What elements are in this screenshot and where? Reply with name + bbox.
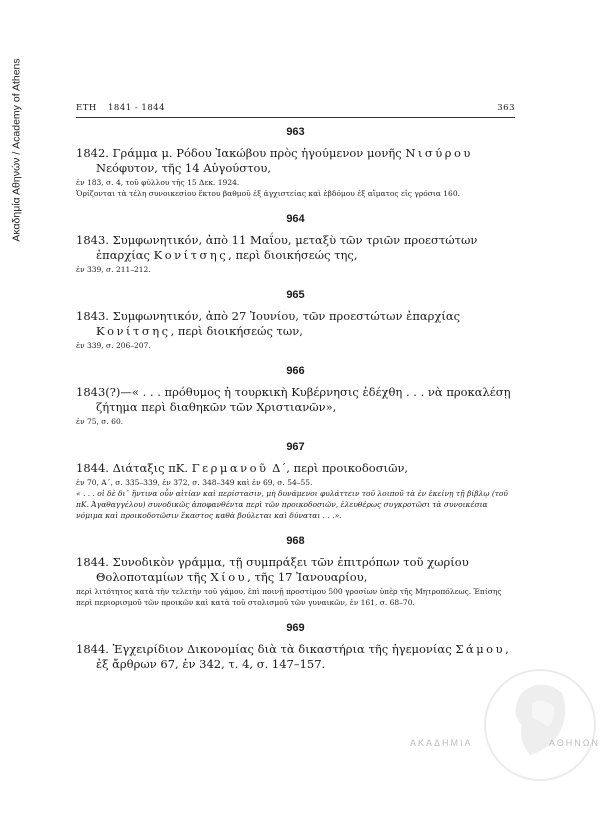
entry-heading: 1844. Διάταξις πΚ. Γερμανοῦ Δ΄, περὶ προικοδοσιῶν, xyxy=(76,461,409,475)
entry-quote: « . . . οἱ δὲ δι᾽ ἥντινα οὖν αἰτίαν καὶ περίστασιν, μὴ δυνάμενοι φυλάττειν τοῦ λοιποῦ τὰ ἐν ἐκείνῃ τῇ βίβλῳ (τοῦ πΚ. Ἀγαθαγγέλου) συνοδικῶς ἀποφανθέντα περὶ τῶν προικοδοσιῶν, ἐλευθέρως συγκροτῶσι τὰ συνοικέσια νόμιμα καὶ προικοδοτῶσιν ἕκαστος καθὰ βούλεται καὶ δύναται . . .». xyxy=(76,489,508,520)
entry-reference: ἐν 70, Α΄, σ. 335–339, ἐν 372, σ. 348–349 καὶ ἐν 69, σ. 54–55. xyxy=(76,478,313,487)
entry-heading: 1843. Συμφωνητικόν, ἀπὸ 27 Ἰουνίου, τῶν προεστώτων ἐπαρχίας Κονίτσης, περὶ διοικήσεώς των, xyxy=(76,309,461,338)
entry-number: 963 xyxy=(286,126,305,138)
stamp-left: ΑΚΑΔΗΜΙΑ xyxy=(410,738,473,748)
entry-number: 964 xyxy=(286,213,305,225)
watermark-text: Ακαδημία Αθηνών / Academy of Athens xyxy=(11,58,23,242)
document-body xyxy=(76,126,515,672)
entry-heading: 1844. Ἐγχειρίδιον Δικονομίας διὰ τὰ δικαστήρια τῆς ἡγεμονίας Σάμου, ἐξ ἄρθρων 67, ἐν 342, τ. 4, σ. 147–157. xyxy=(76,642,509,671)
entry-heading: 1843(?)—« . . . πρόθυμος ἡ τουρκικὴ Κυβέρνησις ἐδέχθη . . . νὰ προκαλέσῃ ζήτημα περὶ διαθηκῶν τῶν Χριστιανῶν», xyxy=(76,385,511,414)
entry-heading: 1842. Γράμμα μ. Ρόδου Ἰακώβου πρὸς ἡγούμενον μονῆς Νισύρου Νεόφυτον, τῆς 14 Αὐγούστου, xyxy=(76,146,473,175)
entry-963 xyxy=(76,126,515,199)
entry-number: 967 xyxy=(286,441,305,453)
entry-number: 969 xyxy=(286,622,305,634)
entry-965 xyxy=(76,289,515,351)
entry-reference: ἐν 75, σ. 60. xyxy=(76,417,124,426)
entry-number: 965 xyxy=(286,289,305,301)
entry-968 xyxy=(76,535,515,608)
running-header xyxy=(76,103,515,113)
stamp-right: ΑΘΗΝΩΝ xyxy=(548,738,600,748)
entry-964 xyxy=(76,213,515,275)
academy-seal-icon xyxy=(470,655,600,795)
entry-966 xyxy=(76,365,515,427)
entry-reference: ἐν 339, σ. 206–207. xyxy=(76,341,151,350)
stamp-text xyxy=(410,738,600,748)
entry-reference: ἐν 183, σ. 4, τοῦ φύλλου τῆς 15 Δεκ. 1924. xyxy=(76,178,240,187)
entry-number: 968 xyxy=(286,535,305,547)
entry-967 xyxy=(76,441,515,521)
entry-number: 966 xyxy=(286,365,305,377)
side-watermark xyxy=(6,40,28,260)
entry-reference: περὶ λιτότητος κατὰ τὴν τελετὴν τοῦ γάμου, ἐπὶ ποινῇ προστίμου 500 γροσίων ὑπὲρ τῆς Μητροπόλεως. Ἐπίσης περὶ περιορισμοῦ τῶν προικῶν καὶ κατὰ τοῦ στολισμοῦ τῶν γυναικῶν, ἐν 161, σ. 68–70. xyxy=(76,587,502,607)
entry-note: Ὁρίζονται τὰ τέλη συνοικεσίου ἕκτου βαθμοῦ ἐξ ἀγχιστείας καὶ ἑβδόμου ἐξ αἵματος εἰς γρόσια 160. xyxy=(76,189,460,198)
header-left xyxy=(76,103,173,113)
entry-heading: 1844. Συνοδικὸν γράμμα, τῇ συμπράξει τῶν ἐπιτρόπων τοῦ χωρίου Θολοποταμίων τῆς Χίου, τῆς 17 Ἰανουαρίου, xyxy=(76,555,469,584)
header-years: 1841 - 1844 xyxy=(108,103,166,113)
entry-969 xyxy=(76,622,515,672)
page-number: 363 xyxy=(497,103,515,113)
header-rule xyxy=(76,117,515,118)
entry-heading: 1843. Συμφωνητικόν, ἀπὸ 11 Μαΐου, μεταξὺ τῶν τριῶν προεστώτων ἐπαρχίας Κονίτσης, περὶ διοικήσεώς της, xyxy=(76,233,478,262)
entry-reference: ἐν 339, σ. 211–212. xyxy=(76,265,151,274)
header-label: ΕΤΗ xyxy=(76,103,97,113)
